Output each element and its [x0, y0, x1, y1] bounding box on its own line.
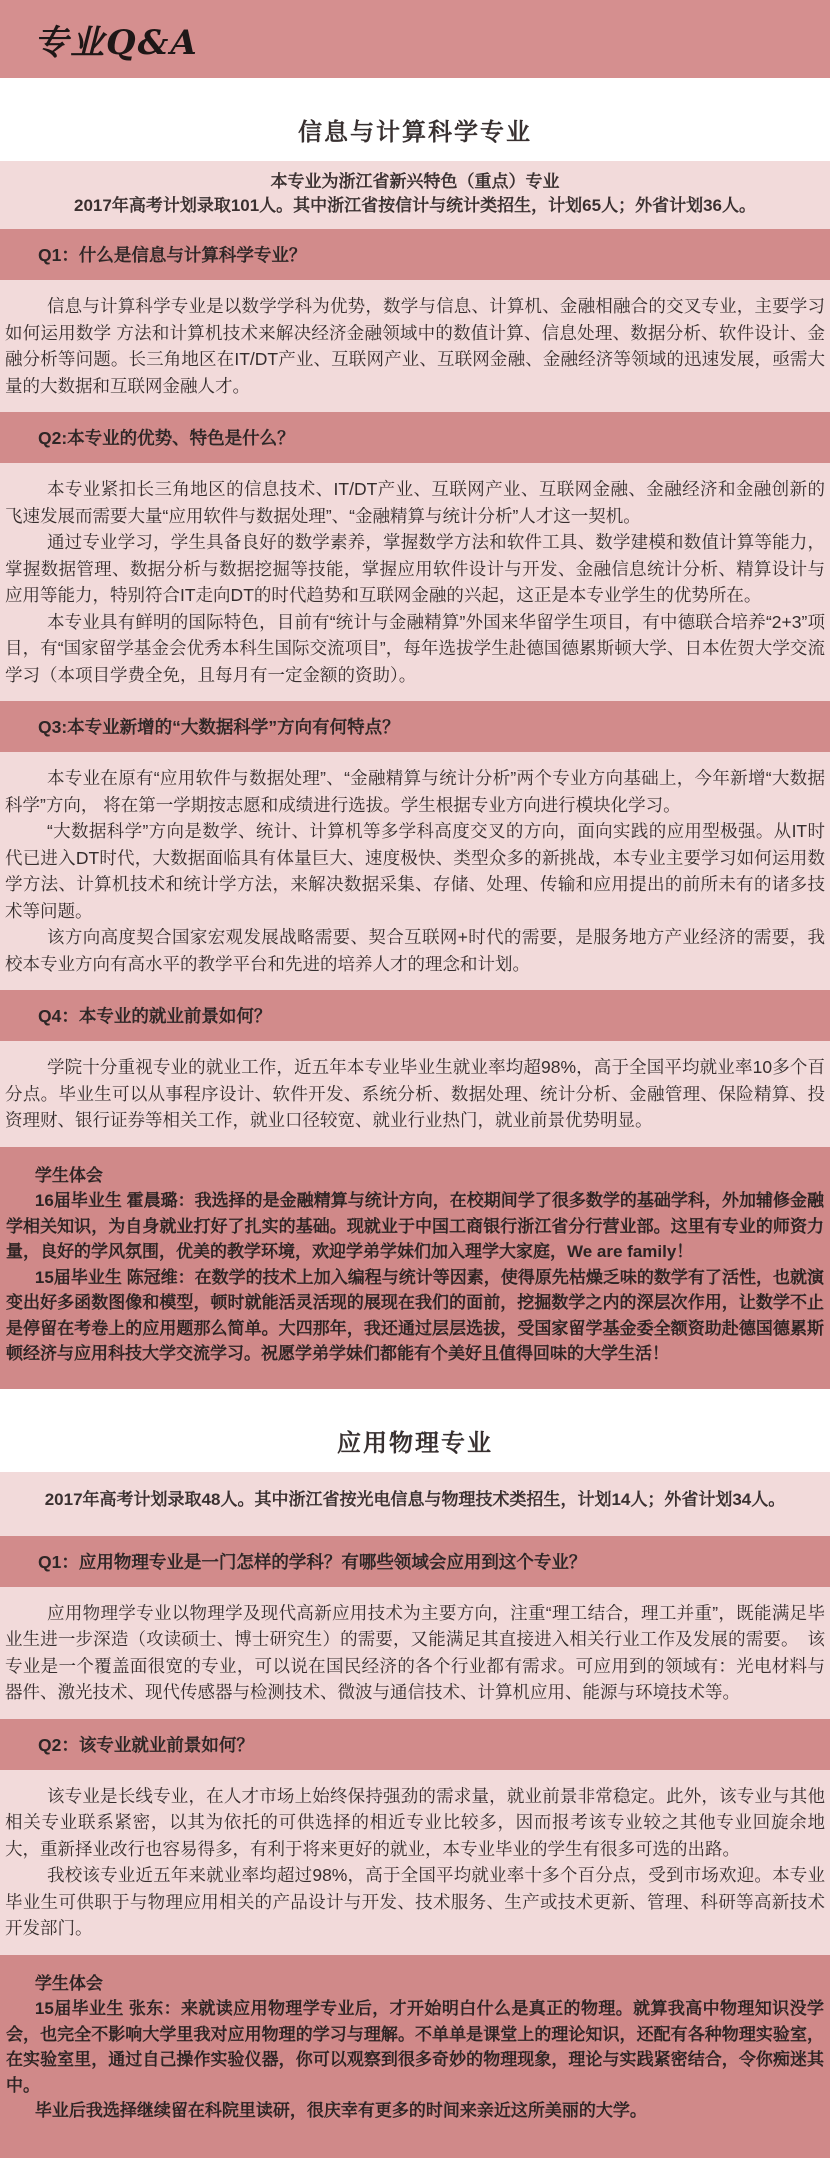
section-info-computing-science — [0, 78, 830, 1389]
student-paragraph: 16届毕业生 霍晨璐：我选择的是金融精算与统计方向，在校期间学了很多数学的基础学科，外加辅修金融学相关知识，为自身就业打好了扎实的基础。现就业于中国工商银行浙江省分行营业部。这里有专业的师资力量，良好的学风氛围，优美的教学环境，欢迎学弟学妹们加入理学大家庭，We are family！ — [6, 1191, 824, 1261]
student-experience-block — [0, 1955, 830, 2158]
answer-q1 — [0, 280, 830, 412]
answer-q1 — [0, 1587, 830, 1719]
question-text: Q1：应用物理专业是一门怎样的学科？有哪些领域会应用到这个专业？ — [38, 1551, 587, 1572]
answer-q3 — [0, 752, 830, 990]
question-text: Q2：该专业就业前景如何？ — [38, 1734, 254, 1755]
answer-q4 — [0, 1041, 830, 1147]
question-band-q1 — [0, 1536, 830, 1587]
answer-paragraph: 本专业具有鲜明的国际特色，目前有“统计与金融精算”外国来华留学生项目，有中德联合培养“2+3”项目，有“国家留学基金会优秀本科生国际交流项目”，每年选拔学生赴德国德累斯顿大学、日本佐贺大学交流学习（本项目学费全免，且每月有一定金额的资助）。 — [5, 611, 825, 685]
answer-paragraph: 应用物理学专业以物理学及现代高新应用技术为主要方向，注重“理工结合，理工并重”，既能满足毕业生进一步深造（攻读硕士、博士研究生）的需要，又能满足其直接进入相关行业工作及发展的需要。 该专业是一个覆盖面很宽的专业，可以说在国民经济的各个行业都有需求。可应用到的领域有：光电材料与器件、激光技术、现代传感器与检测技术、微波与通信技术、计算机应用、能源与环境技术等。 — [5, 1602, 825, 1702]
question-text: Q2:本专业的优势、特色是什么？ — [38, 428, 295, 448]
question-text: Q3:本专业新增的“大数据科学”方向有何特点？ — [38, 717, 400, 737]
page-title: 专业Q&A — [34, 22, 199, 63]
student-heading: 学生体会 — [34, 1973, 103, 1993]
question-text: Q1：什么是信息与计算科学专业？ — [38, 245, 307, 265]
section-applied-physics — [0, 1389, 830, 2158]
major-title: 信息与计算科学专业 — [298, 119, 532, 146]
student-paragraph: 15届毕业生 张东：来就读应用物理学专业后，才开始明白什么是真正的物理。就算我高中物理知识没学会，也完全不影响大学里我对应用物理的学习与理解。不单单是课堂上的理论知识，还配有各种物理实验室，在实验室里，通过自己操作实验仪器，你可以观察到很多奇妙的物理现象，理论与实践紧密结合，令你痴迷其中。 — [6, 1999, 824, 2095]
major-title-area — [0, 78, 830, 161]
question-band-q2 — [0, 1719, 830, 1770]
answer-paragraph: 该专业是长线专业，在人才市场上始终保持强劲的需求量，就业前景非常稳定。此外，该专业与其他相关专业联系紧密，以其为依托的可供选择的相近专业比较多，因而报考该专业较之其他专业回旋余地大，重新择业改行也容易得多，有利于将来更好的就业，本专业毕业的学生有很多可选的出路。 — [5, 1785, 825, 1859]
intro-line: 2017年高考计划录取101人。其中浙江省按信计与统计类招生，计划65人；外省计划36人。 — [74, 196, 756, 215]
student-heading: 学生体会 — [34, 1165, 103, 1185]
answer-paragraph: 通过专业学习，学生具备良好的数学素养，掌握数学方法和软件工具、数学建模和数值计算等能力，掌握数据管理、数据分析与数据挖掘等技能，掌握应用软件设计与开发、金融信息统计分析、精算设计与应用等能力，特别符合IT走向DT的时代趋势和互联网金融的兴起，这正是本专业学生的优势所在。 — [5, 532, 825, 605]
student-paragraph: 15届毕业生 陈冠维：在数学的技术上加入编程与统计等因素，使得原先枯燥乏味的数学有了活性，也就演变出好多函数图像和模型，顿时就能活灵活现的展现在我们的面前，挖掘数学之内的深层次作用，让数学不止是停留在考卷上的应用题那么简单。大四那年，我还通过层层选拔，受国家留学基金委全额资助赴德国德累斯顿经济与应用科技大学交流学习。祝愿学弟学妹们都能有个美好且值得回味的大学生活！ — [6, 1267, 824, 1363]
intro-line: 2017年高考计划录取48人。其中浙江省按光电信息与物理技术类招生，计划14人；外省计划34人。 — [44, 1489, 786, 1509]
answer-paragraph: 学院十分重视专业的就业工作，近五年本专业毕业生就业率均超98%，高于全国平均就业率10多个百分点。毕业生可以从事程序设计、软件开发、系统分析、数据处理、统计分析、金融管理、保险精算、投资理财、银行证券等相关工作，就业口径较宽、就业行业热门，就业前景优势明显。 — [5, 1057, 825, 1130]
intro-line: 本专业为浙江省新兴特色（重点）专业 — [270, 172, 560, 191]
question-band-q1 — [0, 229, 830, 280]
answer-paragraph: 本专业在原有“应用软件与数据处理”、“金融精算与统计分析”两个专业方向基础上，今年新增“大数据科学”方向， 将在第一学期按志愿和成绩进行选拔。学生根据专业方向进行模块化学习。 — [5, 768, 825, 815]
student-experience-block — [0, 1147, 830, 1389]
admission-intro-band — [0, 1472, 830, 1536]
answer-paragraph: 该方向高度契合国家宏观发展战略需要、契合互联网+时代的需要，是服务地方产业经济的需要，我校本专业方向有高水平的教学平台和先进的培养人才的理念和计划。 — [5, 927, 825, 974]
answer-q2 — [0, 463, 830, 701]
answer-paragraph: “大数据科学”方向是数学、统计、计算机等多学科高度交叉的方向，面向实践的应用型极强。从IT时代已进入DT时代，大数据面临具有体量巨大、速度极快、类型众多的新挑战，本专业主要学习如何运用数学方法、计算机技术和统计学方法，来解决数据采集、存储、处理、传输和应用提出的前所未有的诸多技术等问题。 — [5, 821, 825, 921]
answer-paragraph: 信息与计算科学专业是以数学学科为优势，数学与信息、计算机、金融相融合的交叉专业，主要学习如何运用数学 方法和计算机技术来解决经济金融领域中的数值计算、信息处理、数据分析、软件设计、金融分析等问题。长三角地区在IT/DT产业、互联网产业、互联网金融、金融经济等领域的迅速发展，亟需大量的大数据和互联网金融人才。 — [5, 296, 825, 396]
section-body — [0, 1472, 830, 2158]
section-body — [0, 161, 830, 1389]
major-title-area — [0, 1389, 830, 1472]
answer-paragraph: 我校该专业近五年来就业率均超过98%，高于全国平均就业率十多个百分点，受到市场欢迎。本专业毕业生可供职于与物理应用相关的产品设计与开发、技术服务、生产或技术更新、管理、科研等高新技术开发部门。 — [5, 1865, 825, 1938]
answer-q2 — [0, 1770, 830, 1955]
answer-paragraph: 本专业紧扣长三角地区的信息技术、IT/DT产业、互联网产业、互联网金融、金融经济和金融创新的飞速发展而需要大量“应用软件与数据处理”、“金融精算与统计分析”人才这一契机。 — [5, 479, 825, 526]
question-band-q2 — [0, 412, 830, 463]
admission-intro-band — [0, 161, 830, 229]
page-banner — [0, 0, 830, 78]
major-title: 应用物理专业 — [337, 1429, 493, 1457]
question-band-q3 — [0, 701, 830, 752]
question-text: Q4：本专业的就业前景如何？ — [38, 1006, 272, 1026]
student-paragraph: 毕业后我选择继续留在科院里读研，很庆幸有更多的时间来亲近这所美丽的大学。 — [34, 2101, 647, 2120]
question-band-q4 — [0, 990, 830, 1041]
